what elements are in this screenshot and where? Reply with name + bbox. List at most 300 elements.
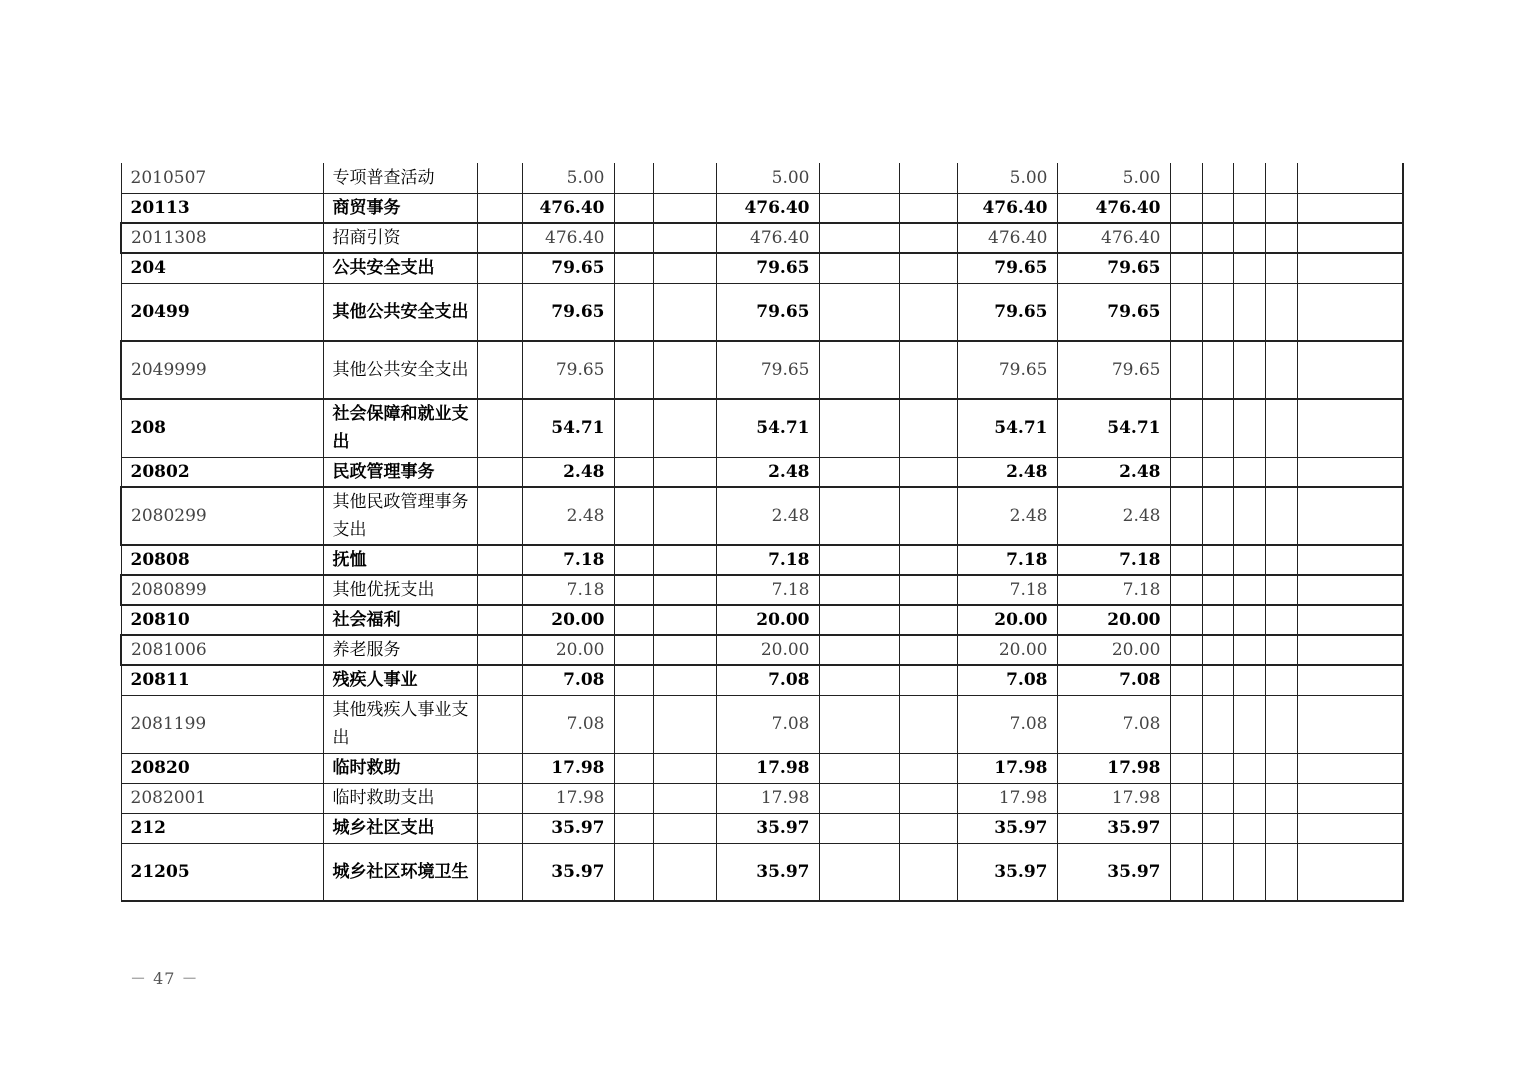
amount-cell-v1: 7.18 bbox=[522, 545, 614, 575]
table-body bbox=[121, 163, 1403, 901]
amount-cell-v2: 17.98 bbox=[716, 783, 819, 813]
table-row bbox=[121, 695, 1403, 753]
empty-cell bbox=[1202, 605, 1233, 635]
table-row bbox=[121, 843, 1403, 901]
empty-cell bbox=[819, 193, 899, 223]
empty-cell bbox=[1170, 283, 1202, 341]
amount-cell-v3: 79.65 bbox=[957, 341, 1057, 399]
empty-cell bbox=[653, 457, 716, 487]
empty-cell bbox=[614, 223, 653, 253]
empty-cell bbox=[1202, 283, 1233, 341]
empty-cell bbox=[1265, 695, 1297, 753]
empty-cell bbox=[1202, 253, 1233, 283]
amount-cell-v4: 79.65 bbox=[1057, 341, 1170, 399]
empty-cell bbox=[653, 223, 716, 253]
item-name-cell: 临时救助支出 bbox=[323, 783, 477, 813]
amount-cell-v4: 2.48 bbox=[1057, 457, 1170, 487]
amount-cell-v4: 5.00 bbox=[1057, 163, 1170, 193]
amount-cell-v2: 79.65 bbox=[716, 253, 819, 283]
empty-cell bbox=[614, 575, 653, 605]
empty-cell bbox=[1297, 193, 1403, 223]
empty-cell bbox=[1233, 399, 1265, 457]
empty-cell bbox=[477, 457, 522, 487]
empty-cell bbox=[1233, 753, 1265, 783]
item-name-cell: 招商引资 bbox=[323, 223, 477, 253]
amount-cell-v2: 35.97 bbox=[716, 813, 819, 843]
table-row bbox=[121, 341, 1403, 399]
empty-cell bbox=[1265, 399, 1297, 457]
amount-cell-v4: 79.65 bbox=[1057, 283, 1170, 341]
amount-cell-v4: 476.40 bbox=[1057, 223, 1170, 253]
empty-cell bbox=[653, 813, 716, 843]
empty-cell bbox=[653, 283, 716, 341]
amount-cell-v2: 476.40 bbox=[716, 223, 819, 253]
empty-cell bbox=[1265, 753, 1297, 783]
amount-cell-v2: 7.18 bbox=[716, 575, 819, 605]
item-code-cell: 2011308 bbox=[121, 223, 323, 253]
empty-cell bbox=[614, 163, 653, 193]
item-name-cell: 残疾人事业 bbox=[323, 665, 477, 695]
empty-cell bbox=[819, 223, 899, 253]
empty-cell bbox=[653, 695, 716, 753]
empty-cell bbox=[899, 163, 957, 193]
empty-cell bbox=[1170, 665, 1202, 695]
empty-cell bbox=[614, 605, 653, 635]
item-name-cell: 抚恤 bbox=[323, 545, 477, 575]
empty-cell bbox=[1233, 605, 1265, 635]
amount-cell-v3: 476.40 bbox=[957, 223, 1057, 253]
item-code-cell: 208 bbox=[121, 399, 323, 457]
empty-cell bbox=[653, 843, 716, 901]
empty-cell bbox=[477, 605, 522, 635]
empty-cell bbox=[1297, 253, 1403, 283]
empty-cell bbox=[1233, 457, 1265, 487]
empty-cell bbox=[1297, 665, 1403, 695]
empty-cell bbox=[1170, 253, 1202, 283]
empty-cell bbox=[614, 843, 653, 901]
amount-cell-v1: 79.65 bbox=[522, 341, 614, 399]
table-row bbox=[121, 783, 1403, 813]
amount-cell-v3: 7.18 bbox=[957, 575, 1057, 605]
item-name-cell: 专项普查活动 bbox=[323, 163, 477, 193]
empty-cell bbox=[1202, 487, 1233, 545]
item-name-cell: 商贸事务 bbox=[323, 193, 477, 223]
amount-cell-v4: 54.71 bbox=[1057, 399, 1170, 457]
empty-cell bbox=[653, 399, 716, 457]
empty-cell bbox=[477, 665, 522, 695]
amount-cell-v2: 7.08 bbox=[716, 665, 819, 695]
amount-cell-v3: 17.98 bbox=[957, 783, 1057, 813]
empty-cell bbox=[899, 341, 957, 399]
empty-cell bbox=[1202, 813, 1233, 843]
empty-cell bbox=[1265, 843, 1297, 901]
empty-cell bbox=[819, 545, 899, 575]
empty-cell bbox=[1202, 783, 1233, 813]
empty-cell bbox=[1170, 487, 1202, 545]
empty-cell bbox=[899, 695, 957, 753]
empty-cell bbox=[1233, 665, 1265, 695]
amount-cell-v1: 7.18 bbox=[522, 575, 614, 605]
empty-cell bbox=[819, 341, 899, 399]
empty-cell bbox=[477, 487, 522, 545]
empty-cell bbox=[899, 457, 957, 487]
empty-cell bbox=[653, 605, 716, 635]
empty-cell bbox=[1297, 283, 1403, 341]
amount-cell-v3: 7.18 bbox=[957, 545, 1057, 575]
empty-cell bbox=[653, 487, 716, 545]
empty-cell bbox=[1297, 695, 1403, 753]
amount-cell-v4: 17.98 bbox=[1057, 783, 1170, 813]
empty-cell bbox=[899, 813, 957, 843]
empty-cell bbox=[819, 695, 899, 753]
amount-cell-v1: 7.08 bbox=[522, 665, 614, 695]
empty-cell bbox=[1170, 575, 1202, 605]
amount-cell-v1: 5.00 bbox=[522, 163, 614, 193]
empty-cell bbox=[1297, 843, 1403, 901]
empty-cell bbox=[819, 813, 899, 843]
empty-cell bbox=[899, 843, 957, 901]
empty-cell bbox=[1297, 605, 1403, 635]
empty-cell bbox=[653, 253, 716, 283]
empty-cell bbox=[819, 843, 899, 901]
empty-cell bbox=[1170, 635, 1202, 665]
empty-cell bbox=[614, 487, 653, 545]
amount-cell-v1: 79.65 bbox=[522, 283, 614, 341]
amount-cell-v1: 2.48 bbox=[522, 457, 614, 487]
empty-cell bbox=[1233, 193, 1265, 223]
item-code-cell: 20808 bbox=[121, 545, 323, 575]
empty-cell bbox=[1233, 223, 1265, 253]
empty-cell bbox=[1170, 813, 1202, 843]
empty-cell bbox=[1170, 695, 1202, 753]
empty-cell bbox=[899, 193, 957, 223]
empty-cell bbox=[1297, 223, 1403, 253]
empty-cell bbox=[614, 283, 653, 341]
empty-cell bbox=[653, 783, 716, 813]
item-code-cell: 21205 bbox=[121, 843, 323, 901]
table-row bbox=[121, 545, 1403, 575]
empty-cell bbox=[899, 753, 957, 783]
item-name-cell: 城乡社区支出 bbox=[323, 813, 477, 843]
table-row bbox=[121, 193, 1403, 223]
amount-cell-v4: 17.98 bbox=[1057, 753, 1170, 783]
empty-cell bbox=[477, 843, 522, 901]
empty-cell bbox=[653, 163, 716, 193]
empty-cell bbox=[1297, 783, 1403, 813]
amount-cell-v1: 17.98 bbox=[522, 783, 614, 813]
amount-cell-v1: 7.08 bbox=[522, 695, 614, 753]
amount-cell-v3: 54.71 bbox=[957, 399, 1057, 457]
empty-cell bbox=[1265, 783, 1297, 813]
amount-cell-v2: 35.97 bbox=[716, 843, 819, 901]
amount-cell-v4: 20.00 bbox=[1057, 605, 1170, 635]
amount-cell-v4: 2.48 bbox=[1057, 487, 1170, 545]
empty-cell bbox=[819, 665, 899, 695]
table-row bbox=[121, 487, 1403, 545]
item-name-cell: 城乡社区环境卫生 bbox=[323, 843, 477, 901]
empty-cell bbox=[614, 341, 653, 399]
empty-cell bbox=[653, 665, 716, 695]
empty-cell bbox=[1297, 341, 1403, 399]
empty-cell bbox=[614, 635, 653, 665]
empty-cell bbox=[614, 783, 653, 813]
empty-cell bbox=[899, 487, 957, 545]
amount-cell-v2: 2.48 bbox=[716, 487, 819, 545]
table-row bbox=[121, 457, 1403, 487]
empty-cell bbox=[1202, 223, 1233, 253]
table-row bbox=[121, 253, 1403, 283]
empty-cell bbox=[1265, 575, 1297, 605]
amount-cell-v4: 7.08 bbox=[1057, 665, 1170, 695]
empty-cell bbox=[1170, 843, 1202, 901]
empty-cell bbox=[477, 635, 522, 665]
empty-cell bbox=[1233, 283, 1265, 341]
table-row bbox=[121, 399, 1403, 457]
empty-cell bbox=[819, 283, 899, 341]
empty-cell bbox=[1202, 545, 1233, 575]
empty-cell bbox=[1202, 341, 1233, 399]
item-name-cell: 养老服务 bbox=[323, 635, 477, 665]
empty-cell bbox=[1170, 545, 1202, 575]
empty-cell bbox=[819, 575, 899, 605]
empty-cell bbox=[1202, 635, 1233, 665]
empty-cell bbox=[819, 457, 899, 487]
empty-cell bbox=[819, 399, 899, 457]
empty-cell bbox=[1265, 163, 1297, 193]
empty-cell bbox=[899, 253, 957, 283]
amount-cell-v4: 20.00 bbox=[1057, 635, 1170, 665]
table-row bbox=[121, 813, 1403, 843]
empty-cell bbox=[477, 783, 522, 813]
amount-cell-v2: 54.71 bbox=[716, 399, 819, 457]
amount-cell-v4: 35.97 bbox=[1057, 843, 1170, 901]
amount-cell-v1: 35.97 bbox=[522, 843, 614, 901]
empty-cell bbox=[614, 695, 653, 753]
empty-cell bbox=[477, 193, 522, 223]
item-code-cell: 20802 bbox=[121, 457, 323, 487]
empty-cell bbox=[899, 223, 957, 253]
empty-cell bbox=[653, 193, 716, 223]
empty-cell bbox=[477, 163, 522, 193]
item-name-cell: 其他民政管理事务支出 bbox=[323, 487, 477, 545]
amount-cell-v3: 35.97 bbox=[957, 843, 1057, 901]
empty-cell bbox=[1170, 223, 1202, 253]
amount-cell-v1: 79.65 bbox=[522, 253, 614, 283]
item-code-cell: 20820 bbox=[121, 753, 323, 783]
amount-cell-v4: 79.65 bbox=[1057, 253, 1170, 283]
empty-cell bbox=[1265, 813, 1297, 843]
empty-cell bbox=[819, 163, 899, 193]
empty-cell bbox=[653, 753, 716, 783]
empty-cell bbox=[1170, 341, 1202, 399]
amount-cell-v3: 79.65 bbox=[957, 283, 1057, 341]
amount-cell-v3: 7.08 bbox=[957, 695, 1057, 753]
empty-cell bbox=[899, 783, 957, 813]
page-number: － 47 － bbox=[130, 969, 199, 988]
item-code-cell: 2081199 bbox=[121, 695, 323, 753]
empty-cell bbox=[614, 753, 653, 783]
budget-table bbox=[120, 163, 1404, 902]
item-code-cell: 2010507 bbox=[121, 163, 323, 193]
empty-cell bbox=[653, 341, 716, 399]
empty-cell bbox=[1297, 813, 1403, 843]
empty-cell bbox=[1233, 163, 1265, 193]
amount-cell-v3: 20.00 bbox=[957, 635, 1057, 665]
empty-cell bbox=[653, 635, 716, 665]
amount-cell-v2: 7.08 bbox=[716, 695, 819, 753]
empty-cell bbox=[1297, 487, 1403, 545]
item-name-cell: 临时救助 bbox=[323, 753, 477, 783]
empty-cell bbox=[1233, 545, 1265, 575]
amount-cell-v3: 7.08 bbox=[957, 665, 1057, 695]
empty-cell bbox=[1202, 695, 1233, 753]
empty-cell bbox=[477, 223, 522, 253]
empty-cell bbox=[1170, 193, 1202, 223]
empty-cell bbox=[1202, 753, 1233, 783]
empty-cell bbox=[1265, 605, 1297, 635]
empty-cell bbox=[1265, 283, 1297, 341]
item-code-cell: 2080299 bbox=[121, 487, 323, 545]
empty-cell bbox=[1297, 457, 1403, 487]
empty-cell bbox=[477, 283, 522, 341]
empty-cell bbox=[1202, 665, 1233, 695]
item-code-cell: 20810 bbox=[121, 605, 323, 635]
empty-cell bbox=[899, 665, 957, 695]
empty-cell bbox=[1297, 545, 1403, 575]
item-name-cell: 其他残疾人事业支出 bbox=[323, 695, 477, 753]
amount-cell-v3: 5.00 bbox=[957, 163, 1057, 193]
empty-cell bbox=[1170, 399, 1202, 457]
empty-cell bbox=[1233, 695, 1265, 753]
table-row bbox=[121, 575, 1403, 605]
empty-cell bbox=[614, 399, 653, 457]
empty-cell bbox=[614, 545, 653, 575]
amount-cell-v1: 35.97 bbox=[522, 813, 614, 843]
amount-cell-v4: 35.97 bbox=[1057, 813, 1170, 843]
empty-cell bbox=[1233, 813, 1265, 843]
item-code-cell: 20811 bbox=[121, 665, 323, 695]
amount-cell-v3: 79.65 bbox=[957, 253, 1057, 283]
empty-cell bbox=[653, 545, 716, 575]
empty-cell bbox=[899, 399, 957, 457]
empty-cell bbox=[899, 545, 957, 575]
table-row bbox=[121, 163, 1403, 193]
amount-cell-v1: 17.98 bbox=[522, 753, 614, 783]
item-code-cell: 20113 bbox=[121, 193, 323, 223]
empty-cell bbox=[477, 399, 522, 457]
amount-cell-v2: 7.18 bbox=[716, 545, 819, 575]
item-name-cell: 社会保障和就业支出 bbox=[323, 399, 477, 457]
empty-cell bbox=[1297, 575, 1403, 605]
item-code-cell: 2081006 bbox=[121, 635, 323, 665]
empty-cell bbox=[819, 253, 899, 283]
empty-cell bbox=[1202, 457, 1233, 487]
amount-cell-v1: 20.00 bbox=[522, 605, 614, 635]
empty-cell bbox=[1265, 341, 1297, 399]
empty-cell bbox=[1233, 575, 1265, 605]
empty-cell bbox=[477, 545, 522, 575]
amount-cell-v2: 2.48 bbox=[716, 457, 819, 487]
empty-cell bbox=[1170, 457, 1202, 487]
table-row bbox=[121, 605, 1403, 635]
empty-cell bbox=[1202, 163, 1233, 193]
empty-cell bbox=[1297, 163, 1403, 193]
amount-cell-v2: 5.00 bbox=[716, 163, 819, 193]
empty-cell bbox=[819, 783, 899, 813]
empty-cell bbox=[614, 665, 653, 695]
amount-cell-v1: 476.40 bbox=[522, 193, 614, 223]
item-code-cell: 20499 bbox=[121, 283, 323, 341]
amount-cell-v2: 20.00 bbox=[716, 605, 819, 635]
empty-cell bbox=[1202, 399, 1233, 457]
table-row bbox=[121, 665, 1403, 695]
table-row bbox=[121, 283, 1403, 341]
amount-cell-v3: 35.97 bbox=[957, 813, 1057, 843]
empty-cell bbox=[1297, 635, 1403, 665]
empty-cell bbox=[1202, 575, 1233, 605]
empty-cell bbox=[1265, 193, 1297, 223]
item-name-cell: 其他公共安全支出 bbox=[323, 283, 477, 341]
empty-cell bbox=[899, 635, 957, 665]
empty-cell bbox=[614, 813, 653, 843]
empty-cell bbox=[1297, 753, 1403, 783]
amount-cell-v4: 7.18 bbox=[1057, 545, 1170, 575]
amount-cell-v3: 2.48 bbox=[957, 457, 1057, 487]
item-name-cell: 公共安全支出 bbox=[323, 253, 477, 283]
amount-cell-v4: 7.18 bbox=[1057, 575, 1170, 605]
empty-cell bbox=[1202, 843, 1233, 901]
item-name-cell: 民政管理事务 bbox=[323, 457, 477, 487]
empty-cell bbox=[819, 605, 899, 635]
table-row bbox=[121, 753, 1403, 783]
amount-cell-v1: 54.71 bbox=[522, 399, 614, 457]
amount-cell-v2: 79.65 bbox=[716, 341, 819, 399]
item-code-cell: 2049999 bbox=[121, 341, 323, 399]
table-row bbox=[121, 635, 1403, 665]
item-code-cell: 2082001 bbox=[121, 783, 323, 813]
empty-cell bbox=[477, 575, 522, 605]
empty-cell bbox=[899, 283, 957, 341]
amount-cell-v1: 2.48 bbox=[522, 487, 614, 545]
empty-cell bbox=[477, 341, 522, 399]
empty-cell bbox=[819, 487, 899, 545]
empty-cell bbox=[1233, 635, 1265, 665]
empty-cell bbox=[899, 575, 957, 605]
empty-cell bbox=[819, 635, 899, 665]
item-code-cell: 212 bbox=[121, 813, 323, 843]
empty-cell bbox=[477, 695, 522, 753]
empty-cell bbox=[477, 753, 522, 783]
empty-cell bbox=[1170, 783, 1202, 813]
empty-cell bbox=[1233, 253, 1265, 283]
item-code-cell: 2080899 bbox=[121, 575, 323, 605]
empty-cell bbox=[1265, 487, 1297, 545]
empty-cell bbox=[1233, 843, 1265, 901]
amount-cell-v3: 476.40 bbox=[957, 193, 1057, 223]
amount-cell-v2: 476.40 bbox=[716, 193, 819, 223]
empty-cell bbox=[1170, 605, 1202, 635]
empty-cell bbox=[1265, 457, 1297, 487]
amount-cell-v3: 20.00 bbox=[957, 605, 1057, 635]
amount-cell-v3: 17.98 bbox=[957, 753, 1057, 783]
empty-cell bbox=[1233, 341, 1265, 399]
amount-cell-v2: 79.65 bbox=[716, 283, 819, 341]
amount-cell-v3: 2.48 bbox=[957, 487, 1057, 545]
empty-cell bbox=[1265, 253, 1297, 283]
amount-cell-v1: 476.40 bbox=[522, 223, 614, 253]
empty-cell bbox=[1265, 665, 1297, 695]
empty-cell bbox=[614, 253, 653, 283]
